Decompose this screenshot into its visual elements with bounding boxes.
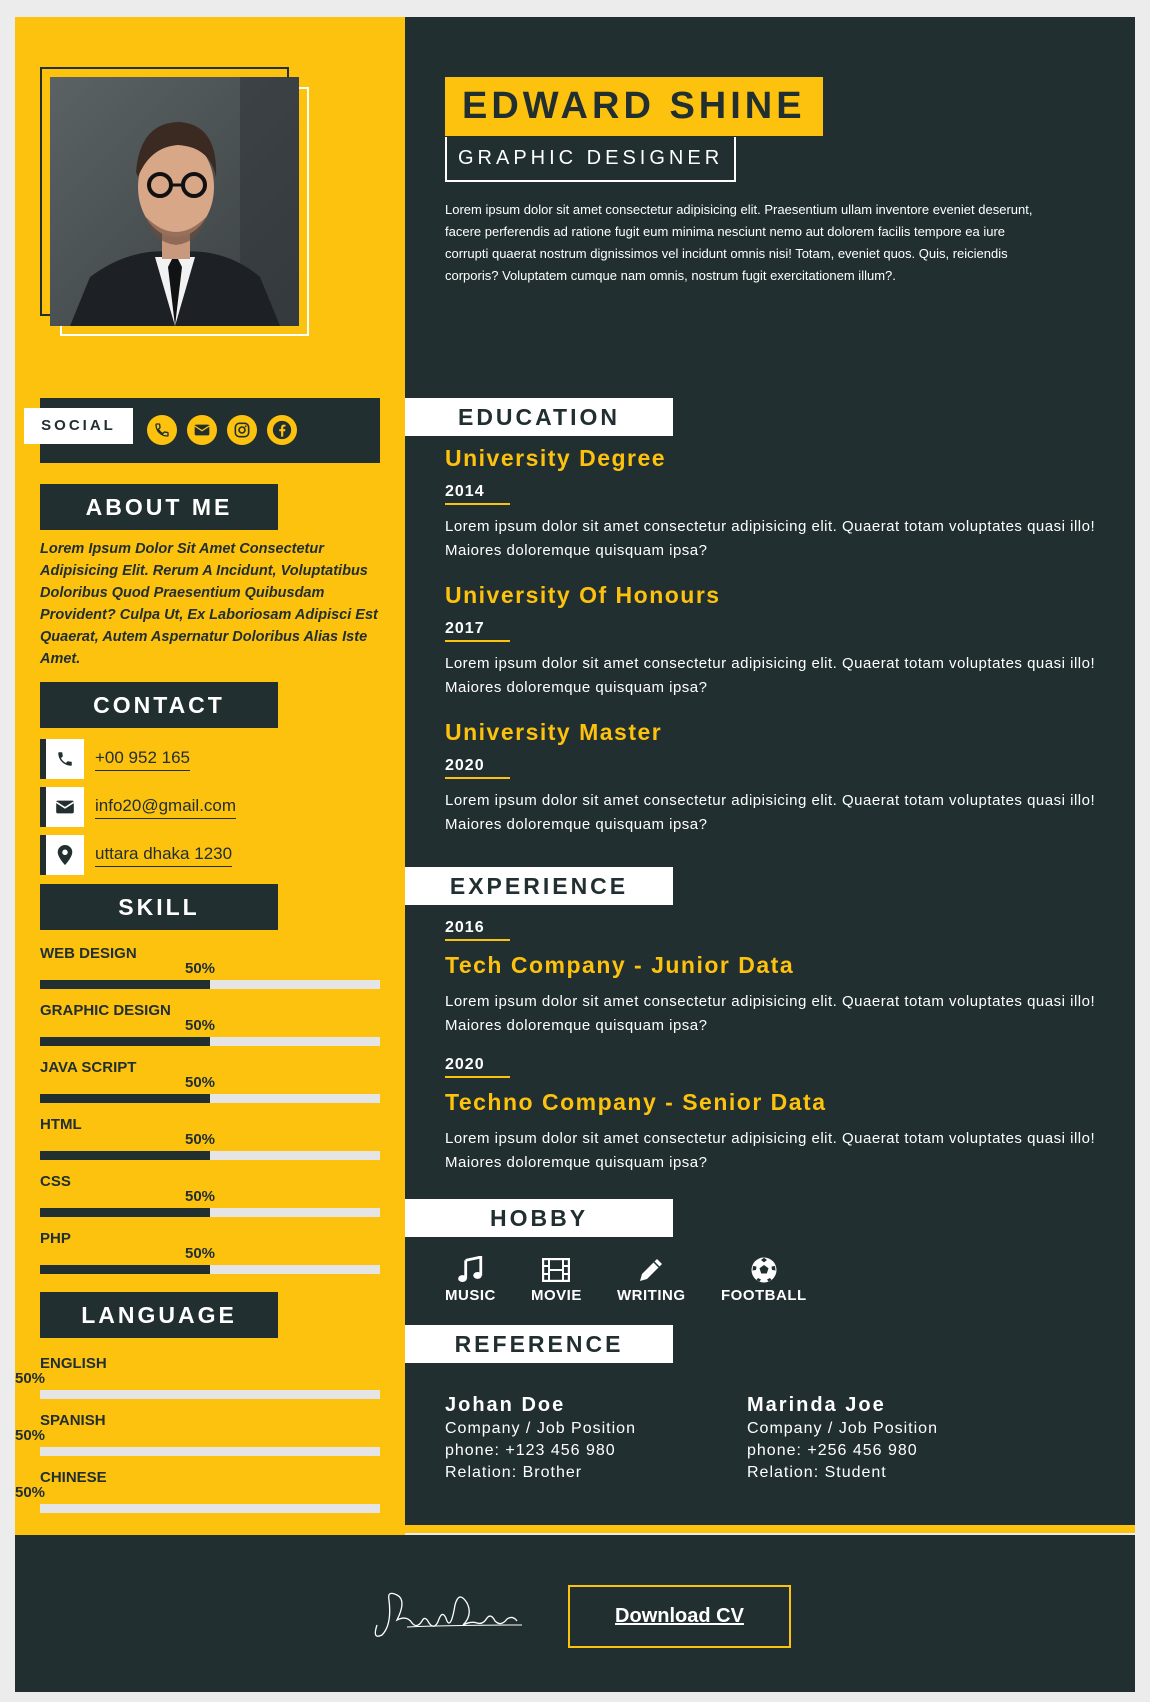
reference-company: Company / Job Position (445, 1420, 636, 1437)
education-year: 2017 (445, 620, 510, 642)
skill-item (40, 1116, 380, 1166)
skill-bar-fill (40, 1208, 210, 1217)
reference-phone: phone: +123 456 980 (445, 1442, 616, 1459)
language-bar (40, 1447, 380, 1456)
instagram-icon[interactable] (227, 415, 257, 445)
education-title: University Of Honours (445, 582, 721, 608)
reference-company: Company / Job Position (747, 1420, 938, 1437)
reference-relation: Relation: Brother (445, 1464, 583, 1481)
reference-relation: Relation: Student (747, 1464, 887, 1481)
language-percent: 50% (15, 1427, 46, 1444)
language-bar (40, 1390, 380, 1399)
role-title: GRAPHIC DESIGNER (445, 137, 736, 182)
contact-heading: CONTACT (40, 682, 278, 728)
hobby-item (721, 1253, 807, 1304)
social-icons (147, 415, 297, 445)
hobby-label: MUSIC (445, 1287, 496, 1304)
skill-item (40, 1230, 380, 1280)
skill-bar-fill (40, 1037, 210, 1046)
language-name: SPANISH (40, 1412, 106, 1429)
contact-phone (40, 739, 190, 779)
reference-name: Marinda Joe (747, 1394, 886, 1416)
phone-icon (46, 739, 84, 779)
hobby-label: FOOTBALL (721, 1287, 807, 1304)
education-title: University Degree (445, 445, 667, 471)
language-bar (40, 1504, 380, 1513)
hobby-item (531, 1253, 582, 1304)
contact-phone-link[interactable]: +00 952 165 (95, 748, 190, 771)
hobby-label: WRITING (617, 1287, 686, 1304)
experience-text: Lorem ipsum dolor sit amet consectetur adipisicing elit. Quaerat totam voluptates quasi illo! Maiores doloremque quisquam ipsa? (445, 1130, 1096, 1171)
reference-name: Johan Doe (445, 1394, 566, 1416)
skill-percent: 50% (185, 1017, 216, 1034)
envelope-icon (46, 787, 84, 827)
skill-bar (40, 1037, 380, 1046)
skill-bar-fill (40, 1265, 210, 1274)
profile-photo (50, 77, 299, 326)
hobby-heading: HOBBY (405, 1199, 673, 1237)
skill-item (40, 1002, 380, 1052)
facebook-icon[interactable] (267, 415, 297, 445)
skill-bar-fill (40, 980, 210, 989)
skill-item (40, 945, 380, 995)
education-text: Lorem ipsum dolor sit amet consectetur adipisicing elit. Quaerat totam voluptates quasi illo! Maiores doloremque quisquam ipsa? (445, 655, 1096, 696)
language-item (15, 1355, 380, 1405)
language-percent: 50% (15, 1484, 46, 1501)
social-label: SOCIAL (24, 408, 133, 444)
skill-name: GRAPHIC DESIGN (40, 1002, 171, 1019)
skill-item (40, 1173, 380, 1223)
skill-name: JAVA SCRIPT (40, 1059, 137, 1076)
skill-name: PHP (40, 1230, 71, 1247)
pencil-icon (617, 1253, 686, 1287)
reference-heading: REFERENCE (405, 1325, 673, 1363)
reference-item (445, 1392, 636, 1484)
contact-address-link[interactable]: uttara dhaka 1230 (95, 844, 232, 867)
skill-bar-fill (40, 1094, 210, 1103)
music-note-icon (445, 1253, 496, 1287)
skill-percent: 50% (185, 1074, 216, 1091)
skill-percent: 50% (185, 1188, 216, 1205)
experience-text: Lorem ipsum dolor sit amet consectetur adipisicing elit. Quaerat totam voluptates quasi illo! Maiores doloremque quisquam ipsa? (445, 993, 1096, 1034)
skill-bar-fill (40, 1151, 210, 1160)
skill-name: CSS (40, 1173, 71, 1190)
about-heading: ABOUT ME (40, 484, 278, 530)
download-cv-button[interactable]: Download CV (568, 1585, 791, 1648)
football-icon (721, 1253, 807, 1287)
education-title: University Master (445, 719, 663, 745)
skill-percent: 50% (185, 1131, 216, 1148)
skill-item (40, 1059, 380, 1109)
experience-year: 2020 (445, 1056, 510, 1078)
map-pin-icon (46, 835, 84, 875)
reference-item (747, 1392, 938, 1484)
film-icon (531, 1253, 582, 1287)
language-percent: 50% (15, 1370, 46, 1387)
experience-heading: EXPERIENCE (405, 867, 673, 905)
contact-email-link[interactable]: info20@gmail.com (95, 796, 236, 819)
education-year: 2014 (445, 483, 510, 505)
contact-email (40, 787, 236, 827)
language-heading: LANGUAGE (40, 1292, 278, 1338)
education-text: Lorem ipsum dolor sit amet consectetur adipisicing elit. Quaerat totam voluptates quasi illo! Maiores doloremque quisquam ipsa? (445, 792, 1096, 833)
hobby-label: MOVIE (531, 1287, 582, 1304)
skill-bar (40, 1094, 380, 1103)
name-title: EDWARD SHINE (445, 77, 823, 136)
hobby-item (445, 1253, 496, 1304)
experience-year: 2016 (445, 919, 510, 941)
education-text: Lorem ipsum dolor sit amet consectetur adipisicing elit. Quaerat totam voluptates quasi illo! Maiores doloremque quisquam ipsa? (445, 518, 1096, 559)
experience-title: Techno Company - Senior Data (445, 1089, 827, 1115)
reference-phone: phone: +256 456 980 (747, 1442, 918, 1459)
language-item (15, 1412, 380, 1462)
resume-page (15, 17, 1135, 1692)
skill-percent: 50% (185, 1245, 216, 1262)
skill-percent: 50% (185, 960, 216, 977)
signature (367, 1585, 527, 1649)
divider-line (405, 1525, 1135, 1533)
contact-address (40, 835, 232, 875)
education-heading: EDUCATION (405, 398, 673, 436)
skill-name: HTML (40, 1116, 82, 1133)
experience-title: Tech Company - Junior Data (445, 952, 795, 978)
envelope-icon[interactable] (187, 415, 217, 445)
skill-heading: SKILL (40, 884, 278, 930)
skill-bar (40, 1151, 380, 1160)
education-year: 2020 (445, 757, 510, 779)
about-text: Lorem Ipsum Dolor Sit Amet Consectetur Adipisicing Elit. Rerum A Incidunt, Voluptatibus Doloribus Quod Praesentium Quibusdam Provident? Culpa Ut, Ex Laboriosam Adipisci Est Quaerat, Autem Aspernatur Doloribus Alias Iste Amet. (40, 541, 378, 667)
skill-name: WEB DESIGN (40, 945, 137, 962)
language-item (15, 1469, 380, 1519)
skill-bar (40, 1208, 380, 1217)
summary-text: Lorem ipsum dolor sit amet consectetur adipisicing elit. Praesentium ullam inventore eveniet deserunt, facere perferendis ad ratione fugit eum minima nesciunt nemo aut dolorem facilis tempore ea iure corrupti quaerat nostrum dignissimos vel incidunt omnis nisi! Totam, eveniet quos. Quis, reiciendis corporis? Voluptatem cumque nam omnis, nostrum fugit exercitationem illum?. (445, 202, 1033, 283)
language-name: CHINESE (40, 1469, 107, 1486)
skill-bar (40, 980, 380, 989)
language-name: ENGLISH (40, 1355, 107, 1372)
hobby-item (617, 1253, 686, 1304)
phone-icon[interactable] (147, 415, 177, 445)
skill-bar (40, 1265, 380, 1274)
